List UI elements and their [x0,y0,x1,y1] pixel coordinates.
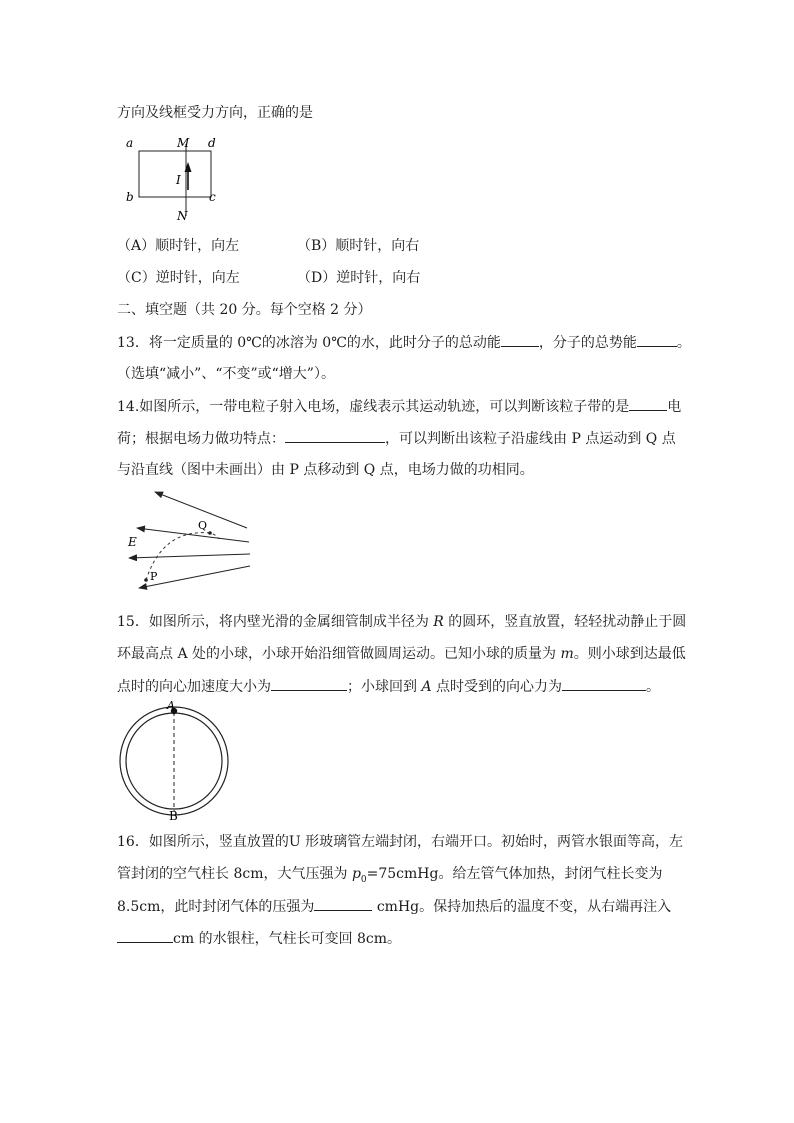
q14-blank-1[interactable] [629,396,667,411]
q15-line1: 15．如图所示，将内壁光滑的金属细管制成半径为 R 的圆环，竖直放置，轻轻扰动静止于圆 [117,614,687,630]
q16-line3: 8.5cm，此时封闭气体的压强为 cmHg。保持加热后的温度不变，从右端再注入 [117,896,671,917]
q16-blank-1[interactable] [314,896,372,911]
label-M: M [177,136,190,150]
q14-blank-2[interactable] [285,428,385,443]
q12-stem-tail: 方向及线框受力方向，正确的是 [117,105,313,121]
label-N: N [177,209,188,223]
label-B: B [169,809,178,823]
section-heading: 二、填空题（共 20 分。每个空格 2 分） [117,302,372,318]
q13-blank-1[interactable] [501,332,539,347]
q14-field-figure [117,482,257,600]
label-P: P [150,570,158,583]
label-I: I [176,173,181,187]
q14-line2: 荷；根据电场力做功特点： ，可以判断出该粒子沿虚线由 P 点运动到 Q 点 [117,428,676,449]
option-B: （B）顺时针，向右 [297,238,420,254]
q15-blank-1[interactable] [271,676,347,691]
q15-blank-2[interactable] [562,676,646,691]
label-c: c [209,190,216,204]
label-A: A [167,699,175,712]
q13-line2: （选填“减小”、“不变”或“增大”）。 [117,366,335,382]
q16-line4: cm 的水银柱，气柱长可变回 8cm。 [117,928,401,949]
q12-loop-figure [120,134,230,224]
label-b: b [126,190,134,204]
q13-line1: 13．将一定质量的 0℃的冰溶为 0℃的水，此时分子的总动能 ，分子的总势能 。 [117,332,691,353]
q15-ring-figure [118,699,234,823]
q15-line2: 环最高点 A 处的小球，小球开始沿细管做圆周运动。已知小球的质量为 m。则小球到达最低 [117,646,686,662]
q15-line3: 点时的向心加速度大小为 ；小球回到 A 点时受到的向心力为 。 [117,676,660,697]
q16-line2: 管封闭的空气柱长 8cm，大气压强为 $p_0=75cmHg$。给左管气体加热，封闭气柱长变为 [117,866,663,885]
option-D: （D）逆时针，向右 [297,270,421,286]
option-A: （A）顺时针，向左 [117,238,240,254]
label-Q: Q [198,519,208,532]
q13-blank-2[interactable] [637,332,677,347]
q14-line3: 与沿直线（图中未画出）由 P 点移动到 Q 点，电场力做的功相同。 [117,462,534,478]
q16-line1: 16．如图所示，竖直放置的U 形玻璃管左端封闭，右端开口。初始时，两管水银面等高，左 [117,834,684,850]
q16-blank-2[interactable] [117,928,173,943]
label-a: a [126,136,134,150]
label-E: E [128,535,137,549]
label-d: d [208,136,216,150]
option-C: （C）逆时针，向左 [117,270,240,286]
q14-line1: 14.如图所示，一带电粒子射入电场，虚线表示其运动轨迹，可以判断该粒子带的是 电 [117,396,681,417]
